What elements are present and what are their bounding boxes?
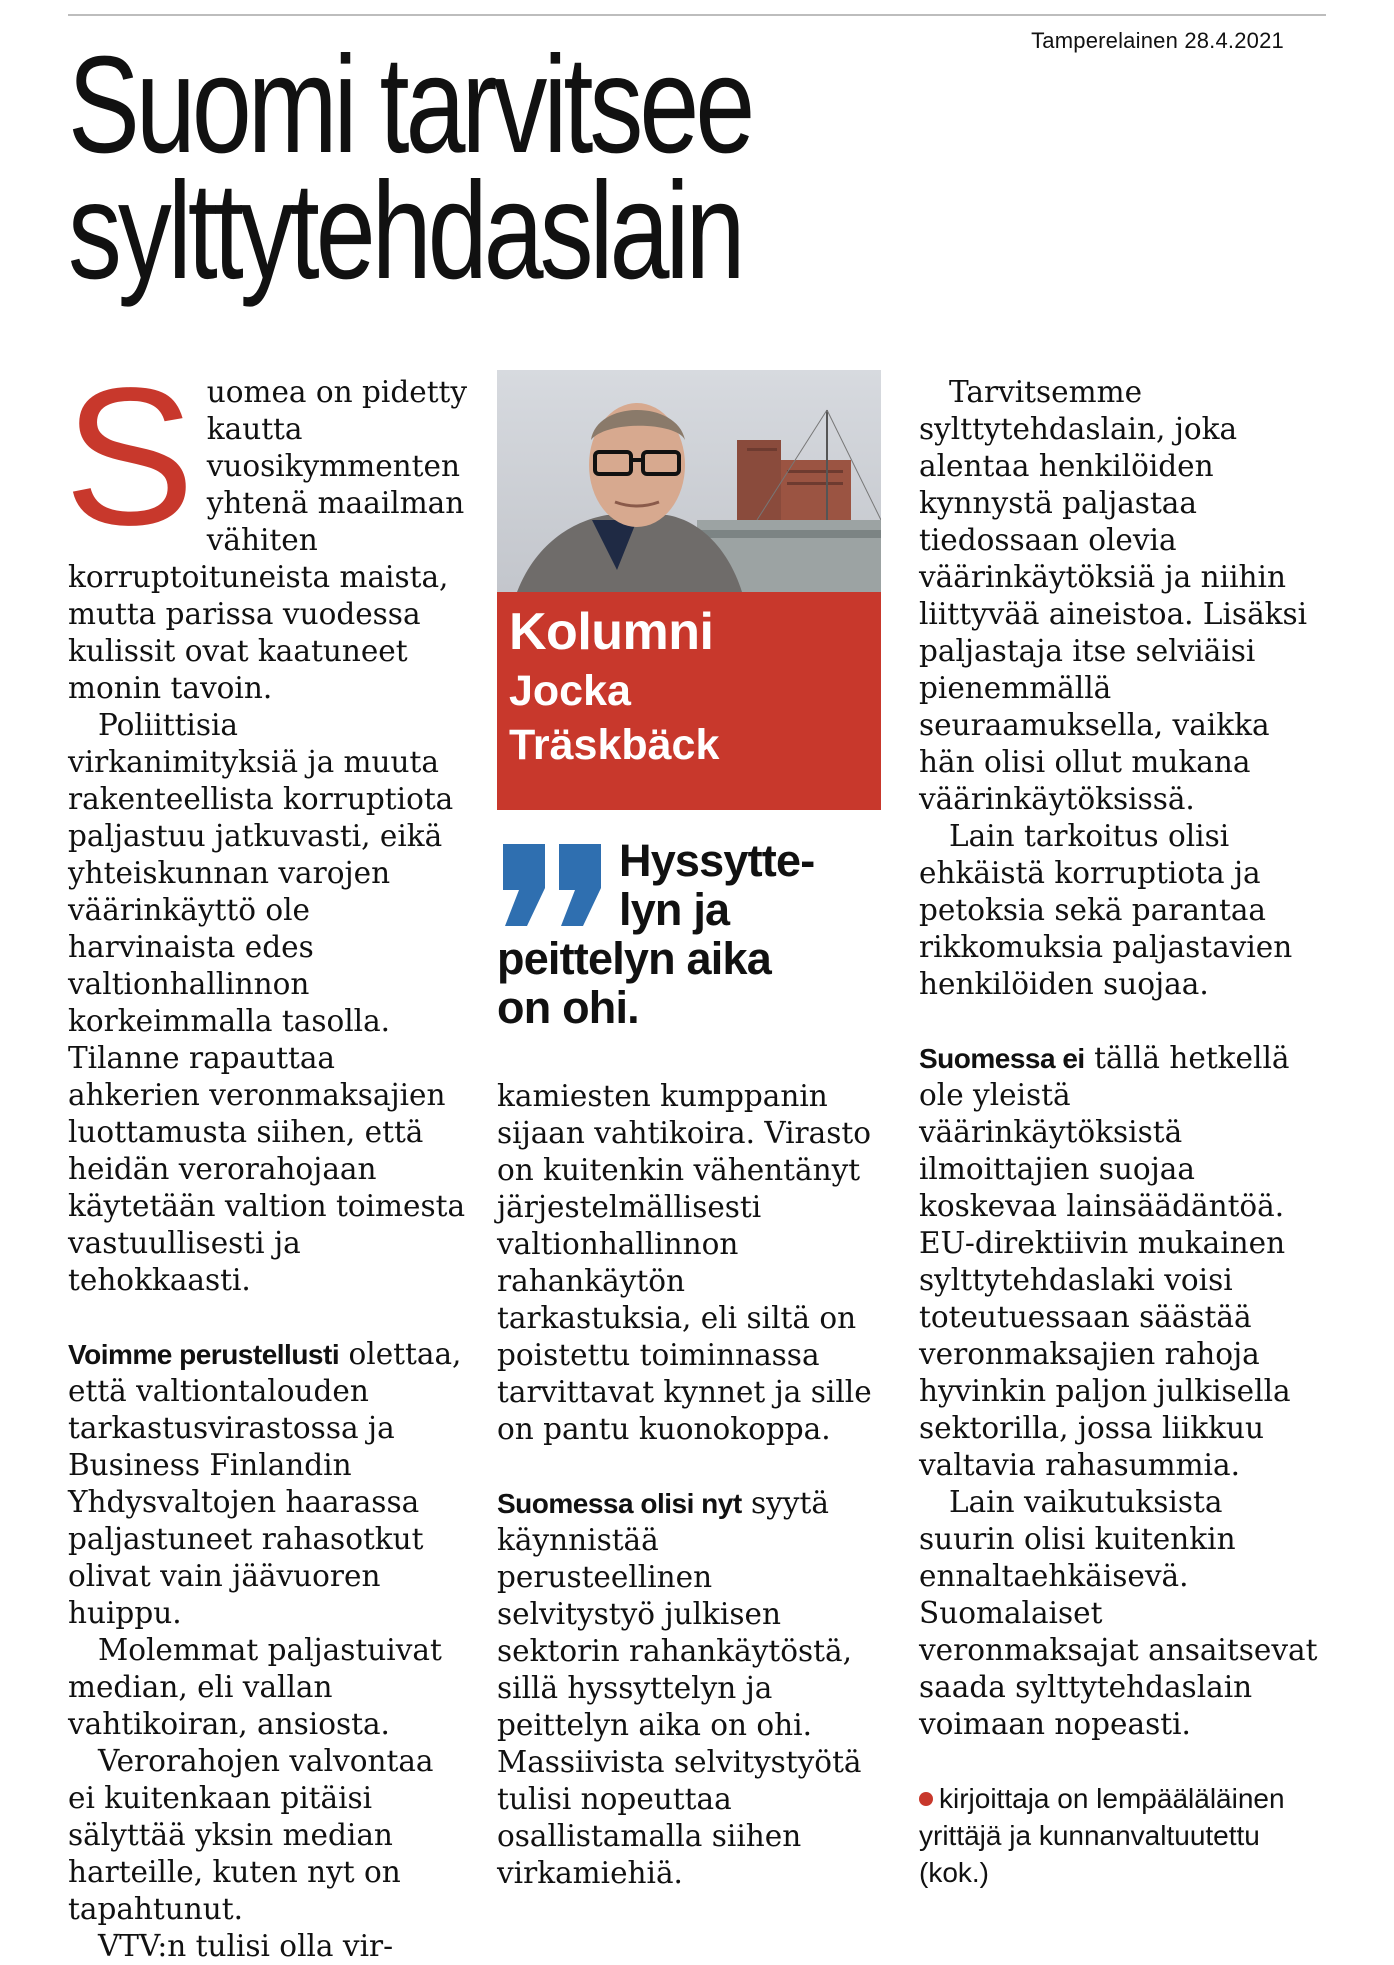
paragraph: Verorahojen valvontaa ei kuitenkaan pitäisi sälyttää yksin median harteille, kuten nyt on tapahtunut. xyxy=(68,1744,434,1926)
column-banner xyxy=(497,592,881,810)
author-first-name: Jocka xyxy=(509,667,631,715)
paragraph: Lain vaikutuksista suurin olisi kuitenkin ennaltaehkäisevä. Suomalaiset veronmaksajat ansaitsevat saada sylttytehdaslain voimaan nopeasti. xyxy=(919,1485,1318,1741)
lead-in: Suomessa ei xyxy=(919,1043,1085,1074)
quote-mark-icon xyxy=(497,840,609,926)
author-last-name: Träskbäck xyxy=(509,721,720,769)
column-label: Kolumni xyxy=(509,603,714,661)
lead-in: Suomessa olisi nyt xyxy=(497,1488,742,1519)
paragraph: Molemmat paljastuivat median, eli vallan vahtikoiran, ansiosta. xyxy=(68,1633,442,1741)
author-photo xyxy=(497,370,881,592)
drop-cap: S xyxy=(64,347,195,566)
paragraph: Poliittisia virkanimityksiä ja muuta rakenteellista korruptiota paljastuu jatkuvasti, eikä yhteiskunnan varojen väärinkäyttö ole harvinaista edes valtionhallinnon korkeimmalla tasolla. Tilanne rapauttaa ahkerien veronmaksajien luottamusta siihen, että heidän verorahojaan käytetään valtion toimesta vastuullisesti ja tehokkaasti. xyxy=(68,708,466,1297)
paragraph: VTV:n tulisi olla vir- xyxy=(98,1929,394,1963)
author-byline: kirjoittaja on lempääläläinen yrittäjä ja kunnanvaltuutettu (kok.) xyxy=(919,1783,1285,1888)
column-3 xyxy=(919,374,1319,1891)
pull-quote-line: Hyssytte- xyxy=(619,835,815,886)
author-name xyxy=(509,664,719,772)
paragraph: Suomessa olisi nyt syytä käynnistää perusteellinen selvitystyö julkisen sektorin rahankäytöstä, sillä hyssyttelyn ja peittelyn aika on ohi. Massiivista selvitystyötä tulisi nopeuttaa osallistamalla siihen virkamiehiä. xyxy=(497,1486,862,1890)
paragraph: kamiesten kumppanin sijaan vahtikoira. Virasto on kuitenkin vähentänyt järjestelmällisesti valtionhallinnon rahankäytön tarkastuksia, eli siltä on poistettu toiminnassa tarvittavat kynnet ja sille on pantu kuonokoppa. xyxy=(497,1079,872,1446)
column-1 xyxy=(64,347,468,1965)
paragraph: Lain tarkoitus olisi ehkäistä korruptiota ja petoksia sekä parantaa rikkomuksia paljastavien henkilöiden suojaa. xyxy=(919,819,1293,1001)
pull-quote-line: lyn ja xyxy=(619,884,730,935)
lead-in: Voimme perustellusti xyxy=(68,1339,340,1370)
bullet-icon xyxy=(919,1792,933,1806)
pull-quote-line: on ohi. xyxy=(497,982,639,1033)
paragraph: Voimme perustellusti olettaa, että valtiontalouden tarkastusvirastossa ja Business Finlandin Yhdysvaltojen haarassa paljastuneet rahasotkut olivat vain jäävuoren huippu. xyxy=(68,1337,462,1630)
publication-source: Tamperelainen 28.4.2021 xyxy=(1031,28,1284,53)
headline-line-2: sylttytehdaslain xyxy=(68,154,742,308)
headline xyxy=(68,28,752,308)
paragraph-intro: Suomea on pidetty kautta vuosikymmenten yhtenä maailman vähiten korruptoituneista maista, mutta parissa vuodessa kulissit ovat kaatuneet monin tavoin. xyxy=(64,347,468,705)
pull-quote xyxy=(497,836,887,1032)
top-rule xyxy=(68,14,1326,16)
column-2 xyxy=(497,1078,877,1892)
pull-quote-line: peittelyn aika xyxy=(497,933,771,984)
headline-line-1: Suomi tarvitsee xyxy=(68,28,752,182)
paragraph: Suomessa ei tällä hetkellä ole yleistä väärinkäytöksistä ilmoittajien suojaa koskevaa lainsäädäntöä. EU-direktiivin mukainen sylttytehdaslaki voisi toteutuessaan säästää veronmaksajien rahoja hyvinkin paljon julkisella sektorilla, jossa liikkuu valtavia rahasummia. xyxy=(919,1041,1291,1482)
paragraph: Tarvitsemme sylttytehdaslain, joka alentaa henkilöiden kynnystä paljastaa tiedossaan olevia väärinkäytöksiä ja niihin liittyvää aineistoa. Lisäksi paljastaja itse selviäisi pienemmällä seuraamuksella, vaikka hän olisi ollut mukana väärinkäytöksissä. xyxy=(919,375,1308,816)
